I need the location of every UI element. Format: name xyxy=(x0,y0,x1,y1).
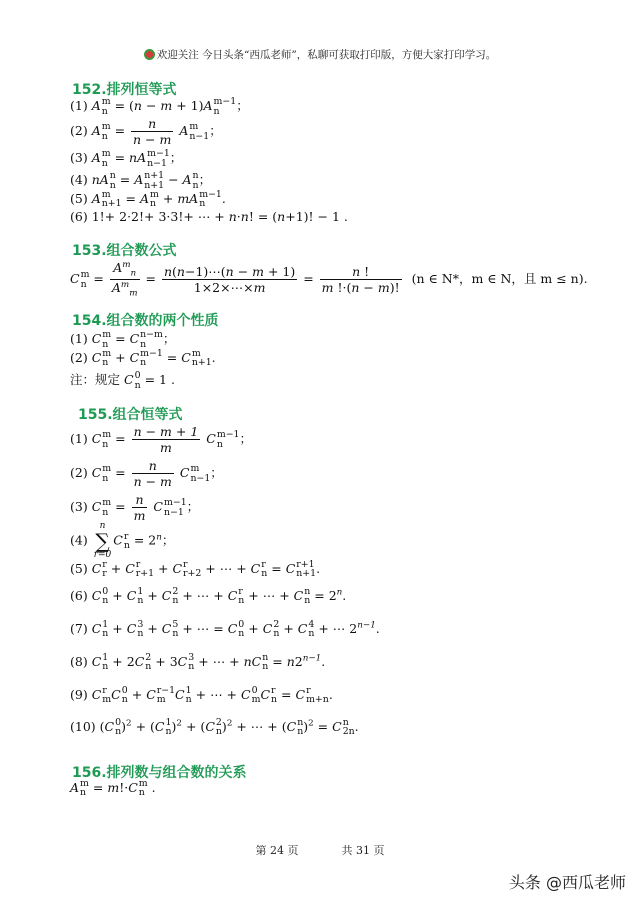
formula-153: C m n = $\frac{A^m_n}{A^m_m}$ = $\frac{n(n-1)\cdots(n - m + 1)}{1\times 2\times\cdots\times m}$ = $\frac{n !}{m !\cdot(n - m)!}$ (n ∈ N*，m ∈ N，且 m ≤ n). xyxy=(70,260,588,299)
section-title-156: 156.排列数与组合数的关系 xyxy=(72,765,247,781)
formula-152-4: (4) nA n n = A n+1 n+1 − A n n ； xyxy=(70,170,212,191)
formula-154-1: (1) C m n = C n−m n ； xyxy=(70,329,176,350)
formula-152-2: (2) A m n = $\frac{n}{n - m}$ A m n−1 ； xyxy=(70,116,222,147)
formula-155-5: (5) C r r + C r r+1 + C r r+2 + ⋯ + C r n = C r+1 n+1 . xyxy=(70,559,321,580)
formula-155-2: (2) C m n = $\frac{n}{n - m}$ C m n−1 ； xyxy=(70,458,223,489)
page-number: 第 24 页 xyxy=(255,844,299,857)
page-header xyxy=(0,47,640,62)
watermark: 头条 @西瓜老师 xyxy=(508,873,626,892)
formula-155-9: (9) C r m C 0 n + C r−1 m C 1 n + ⋯ + C 0 m C r n = C r m+n . xyxy=(70,685,333,706)
section-title-153: 153.组合数公式 xyxy=(72,243,177,259)
formula-152-6: (6) 1!+ 2·2!+ 3·3!+ ⋯ + n·n! = (n+1)! − 1 . xyxy=(70,209,348,224)
formula-155-10: (10) (C 0 n )$^2$ + (C 1 n )$^2$ + (C 2 n )$^2$ + ⋯ + (C n n )$^2$ = C n 2n . xyxy=(70,717,359,738)
page-total: 共 31 页 xyxy=(341,844,385,857)
formula-154-note: 注：规定 C 0 n = 1 . xyxy=(70,370,175,391)
section-title-155: 155.组合恒等式 xyxy=(78,407,183,423)
formula-154-2: (2) C m n + C m−1 n = C m n+1 . xyxy=(70,348,216,369)
formula-155-7: (7) C 1 n + C 3 n + C 5 n + ⋯ = C 0 n + C 2 n + C 4 n + ⋯ $2^{n-1}$. xyxy=(70,619,380,640)
header-text: 欢迎关注 今日头条“西瓜老师”，私聊可获取打印版，方便大家打印学习。 xyxy=(156,49,497,61)
section-title-152: 152.排列恒等式 xyxy=(72,82,177,98)
formula-155-8: (8) C 1 n + 2C 2 n + 3C 3 n + ⋯ + nC n n = $n2^{n-1}$. xyxy=(70,652,326,673)
watermelon-icon xyxy=(144,49,155,60)
formula-156: A m n = m!·C m n . xyxy=(70,778,156,799)
formula-155-6: (6) C 0 n + C 1 n + C 2 n + ⋯ + C r n + ⋯ + C n n = $2^n$. xyxy=(70,586,347,607)
section-title-154: 154.组合数的两个性质 xyxy=(72,313,219,329)
formula-155-4: (4) n ∑ r=0 C r n = $2^n$； xyxy=(70,521,175,560)
formula-152-5: (5) A m n+1 = A m n + mA m−1 n . xyxy=(70,189,226,210)
formula-155-1: (1) C m n = $\frac{n - m + 1}{m}$ C m−1 n ； xyxy=(70,424,253,455)
formula-152-1: (1) A m n = (n − m + 1)A m−1 n ； xyxy=(70,96,249,117)
formula-152-3: (3) A m n = nA m−1 n−1 ； xyxy=(70,148,183,169)
formula-155-3: (3) C m n = $\frac{n}{m}$ C m−1 n−1 ； xyxy=(70,492,200,523)
page-footer xyxy=(0,842,640,858)
